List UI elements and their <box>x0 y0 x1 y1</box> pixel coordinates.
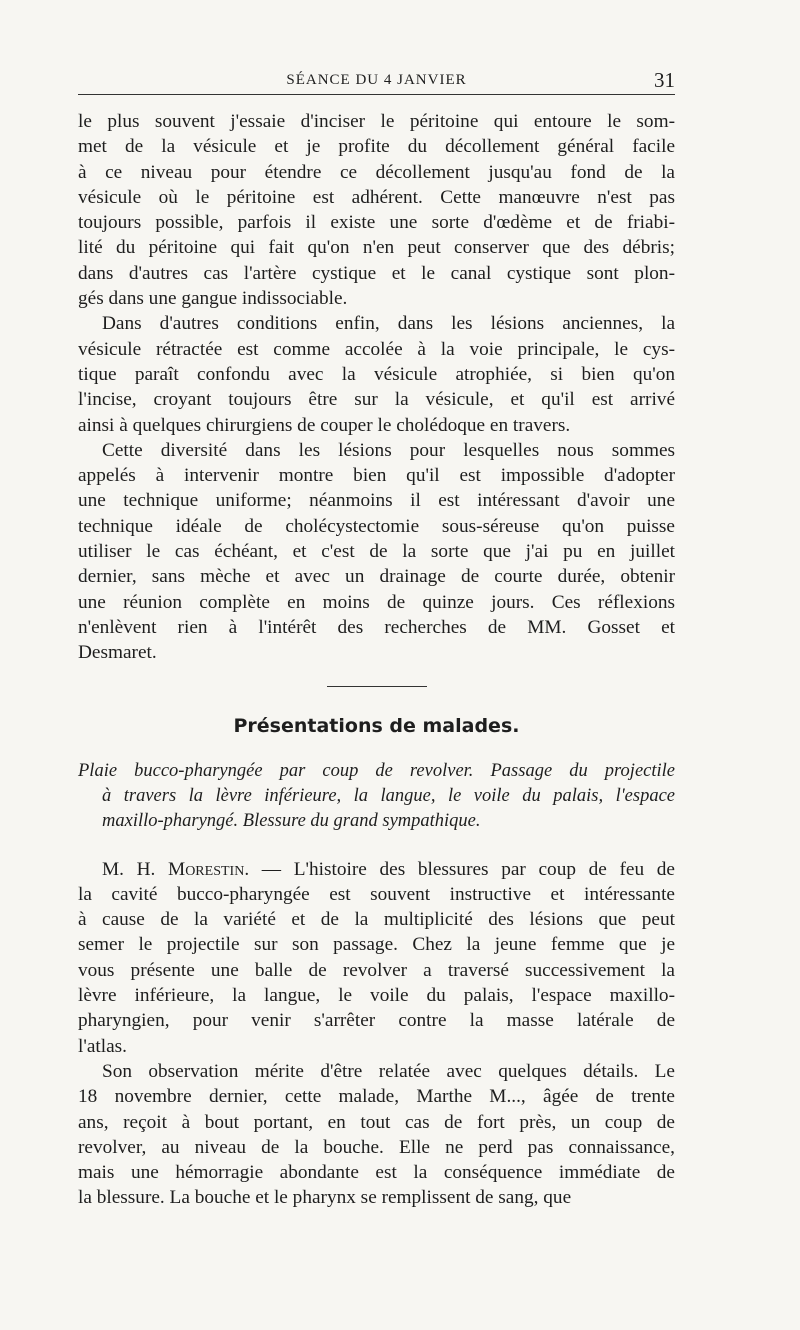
case-title <box>78 759 675 834</box>
text-line: à ce niveau pour étendre ce décollement jusqu'au fond de la <box>78 161 675 183</box>
text-line: Son observation mérite d'être relatée avec quelques détails. Le <box>102 1060 675 1082</box>
text-line: dans d'autres cas l'artère cystique et le canal cystique sont plon- <box>78 262 675 284</box>
text-line: revolver, au niveau de la bouche. Elle ne perd pas connaissance, <box>78 1136 675 1158</box>
case-title-line: à travers la lèvre inférieure, la langue, le voile du palais, l'espace <box>102 785 675 806</box>
text-line: la cavité bucco-pharyngée est souvent instructive et intéressante <box>78 883 675 905</box>
text-line: toujours possible, parfois il existe une sorte d'œdème et de friabi- <box>78 212 675 234</box>
text-line: pharyngien, pour venir s'arrêter contre la masse latérale de <box>78 1010 675 1032</box>
case-title-line: maxillo-pharyngé. Blessure du grand sympathique. <box>102 810 481 831</box>
text-line: Desmaret. <box>78 642 157 664</box>
running-title: SÉANCE DU 4 JANVIER <box>286 72 467 88</box>
text-line: ans, reçoit à bout portant, en tout cas de fort près, un coup de <box>78 1111 675 1133</box>
text-line: mais une hémorragie abondante est la conséquence immédiate de <box>78 1162 675 1184</box>
text-line: une réunion complète en moins de quinze jours. Ces réflexions <box>78 591 675 613</box>
text-line: vous présente une balle de revolver a traversé successivement la <box>78 959 675 981</box>
speaker-prefix: M. H. <box>102 858 169 880</box>
speaker-line <box>78 857 675 882</box>
bottom-paragraphs <box>78 882 675 1211</box>
speaker-paragraph <box>78 857 675 882</box>
text-line: une technique uniforme; néanmoins il est intéressant d'avoir une <box>78 490 675 512</box>
text-line: technique idéale de cholécystectomie sous-séreuse qu'on puisse <box>78 515 675 537</box>
text-line: semer le projectile sur son passage. Chez la jeune femme que je <box>78 934 675 956</box>
text-line: dernier, sans mèche et avec un drainage de courte durée, obtenir <box>78 566 675 588</box>
running-header <box>78 60 675 95</box>
speaker-suffix: . — L'histoire des blessures par coup de feu de <box>244 858 675 880</box>
text-line: lité du péritoine qui fait qu'on n'en peut conserver que des débris; <box>78 237 675 259</box>
case-title-line: Plaie bucco-pharyngée par coup de revolver. Passage du projectile <box>78 760 675 781</box>
text-line: à cause de la variété et de la multiplicité des lésions que peut <box>78 909 675 931</box>
text-line: Cette diversité dans les lésions pour lesquelles nous sommes <box>102 439 675 461</box>
section-divider <box>327 686 427 687</box>
text-line: vésicule rétractée est comme accolée à la voie principale, le cys- <box>78 338 675 360</box>
text-line: appelés à intervenir montre bien qu'il est impossible d'adopter <box>78 465 675 487</box>
text-line: 18 novembre dernier, cette malade, Marthe M..., âgée de trente <box>78 1086 675 1108</box>
text-line: n'enlèvent rien à l'intérêt des recherches de MM. Gosset et <box>78 616 675 638</box>
text-line: Dans d'autres conditions enfin, dans les lésions anciennes, la <box>102 313 675 335</box>
paragraph <box>78 311 675 437</box>
page-number: 31 <box>654 68 675 92</box>
text-line: tique paraît confondu avec la vésicule atrophiée, si bien qu'on <box>78 363 675 385</box>
text-line: vésicule où le péritoine est adhérent. Cette manœuvre n'est pas <box>78 186 675 208</box>
text-line: l'atlas. <box>78 1035 127 1057</box>
paragraph <box>78 438 675 666</box>
page <box>78 60 675 1211</box>
paragraph <box>78 109 675 311</box>
top-paragraphs <box>78 109 675 666</box>
paragraph <box>78 882 675 1059</box>
text-line: le plus souvent j'essaie d'inciser le péritoine qui entoure le som- <box>78 111 675 132</box>
paragraph <box>78 1059 675 1211</box>
text-line: gés dans une gangue indissociable. <box>78 288 348 310</box>
text-line: lèvre inférieure, la langue, le voile du palais, l'espace maxillo- <box>78 985 675 1007</box>
text-line: l'incise, croyant toujours être sur la vésicule, et qu'il est arrivé <box>78 389 675 411</box>
text-line: la blessure. La bouche et le pharynx se remplissent de sang, que <box>78 1187 572 1209</box>
text-line: met de la vésicule et je profite du décollement général facile <box>78 136 675 158</box>
text-line: ainsi à quelques chirurgiens de couper le cholédoque en travers. <box>78 414 571 436</box>
section-title: Présentations de malades. <box>233 714 520 737</box>
text-line: utiliser le cas échéant, et c'est de la sorte que j'ai pu en juillet <box>78 541 675 563</box>
speaker-name: Morestin <box>168 858 245 880</box>
